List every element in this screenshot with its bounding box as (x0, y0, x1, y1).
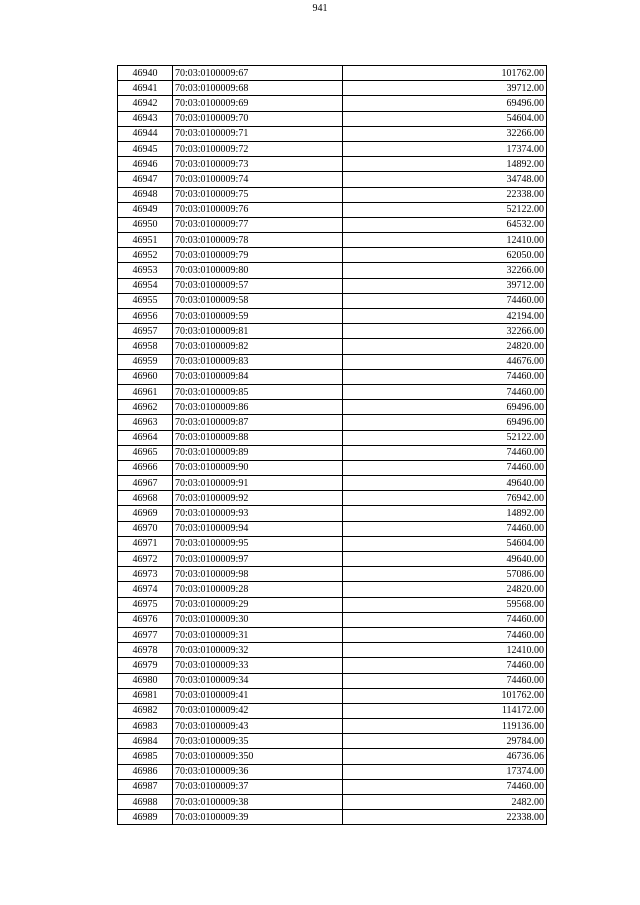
table-row (118, 354, 547, 369)
cadastral-number-cell: 70:03:0100009:33 (173, 658, 343, 673)
cadastral-number-cell: 70:03:0100009:86 (173, 400, 343, 415)
table-row (118, 491, 547, 506)
value-cell: 32266.00 (343, 324, 547, 339)
table-row (118, 764, 547, 779)
value-cell: 74460.00 (343, 293, 547, 308)
value-cell: 39712.00 (343, 278, 547, 293)
table-row (118, 521, 547, 536)
value-cell: 69496.00 (343, 96, 547, 111)
cadastral-number-cell: 70:03:0100009:76 (173, 202, 343, 217)
value-cell: 74460.00 (343, 384, 547, 399)
table-row (118, 369, 547, 384)
row-number-cell: 46976 (118, 612, 173, 627)
table-row (118, 217, 547, 232)
cadastral-number-cell: 70:03:0100009:91 (173, 476, 343, 491)
cadastral-number-cell: 70:03:0100009:73 (173, 157, 343, 172)
row-number-cell: 46969 (118, 506, 173, 521)
value-cell: 54604.00 (343, 536, 547, 551)
cadastral-number-cell: 70:03:0100009:29 (173, 597, 343, 612)
table-row (118, 66, 547, 81)
value-cell: 74460.00 (343, 627, 547, 642)
cadastral-number-cell: 70:03:0100009:89 (173, 445, 343, 460)
table-row (118, 627, 547, 642)
cadastral-number-cell: 70:03:0100009:83 (173, 354, 343, 369)
value-cell: 64532.00 (343, 217, 547, 232)
row-number-cell: 46985 (118, 749, 173, 764)
row-number-cell: 46942 (118, 96, 173, 111)
row-number-cell: 46982 (118, 703, 173, 718)
row-number-cell: 46945 (118, 141, 173, 156)
cadastral-number-cell: 70:03:0100009:34 (173, 673, 343, 688)
table-row (118, 157, 547, 172)
value-cell: 12410.00 (343, 233, 547, 248)
row-number-cell: 46963 (118, 415, 173, 430)
cadastral-number-cell: 70:03:0100009:28 (173, 582, 343, 597)
table-row (118, 309, 547, 324)
table-row (118, 248, 547, 263)
row-number-cell: 46986 (118, 764, 173, 779)
row-number-cell: 46981 (118, 688, 173, 703)
row-number-cell: 46955 (118, 293, 173, 308)
page-number: 941 (312, 3, 328, 14)
row-number-cell: 46944 (118, 126, 173, 141)
table-row (118, 111, 547, 126)
value-cell: 46736.06 (343, 749, 547, 764)
row-number-cell: 46971 (118, 536, 173, 551)
value-cell: 52122.00 (343, 430, 547, 445)
value-cell: 74460.00 (343, 521, 547, 536)
row-number-cell: 46977 (118, 627, 173, 642)
value-cell: 39712.00 (343, 81, 547, 96)
value-cell: 49640.00 (343, 552, 547, 567)
value-cell: 62050.00 (343, 248, 547, 263)
cadastral-number-cell: 70:03:0100009:39 (173, 810, 343, 825)
row-number-cell: 46949 (118, 202, 173, 217)
value-cell: 74460.00 (343, 369, 547, 384)
table-row (118, 749, 547, 764)
table-row (118, 658, 547, 673)
cadastral-number-cell: 70:03:0100009:84 (173, 369, 343, 384)
value-cell: 52122.00 (343, 202, 547, 217)
row-number-cell: 46962 (118, 400, 173, 415)
table-row (118, 460, 547, 475)
table-row (118, 688, 547, 703)
row-number-cell: 46965 (118, 445, 173, 460)
value-cell: 74460.00 (343, 658, 547, 673)
cadastral-number-cell: 70:03:0100009:87 (173, 415, 343, 430)
row-number-cell: 46941 (118, 81, 173, 96)
table-row (118, 384, 547, 399)
cadastral-number-cell: 70:03:0100009:59 (173, 309, 343, 324)
table-row (118, 734, 547, 749)
value-cell: 22338.00 (343, 187, 547, 202)
value-cell: 69496.00 (343, 415, 547, 430)
row-number-cell: 46974 (118, 582, 173, 597)
value-cell: 32266.00 (343, 126, 547, 141)
row-number-cell: 46988 (118, 795, 173, 810)
table-row (118, 202, 547, 217)
cadastral-number-cell: 70:03:0100009:75 (173, 187, 343, 202)
row-number-cell: 46983 (118, 719, 173, 734)
table-row (118, 703, 547, 718)
cadastral-number-cell: 70:03:0100009:79 (173, 248, 343, 263)
value-cell: 74460.00 (343, 445, 547, 460)
cadastral-number-cell: 70:03:0100009:88 (173, 430, 343, 445)
cadastral-number-cell: 70:03:0100009:70 (173, 111, 343, 126)
table-row (118, 582, 547, 597)
row-number-cell: 46966 (118, 460, 173, 475)
value-cell: 2482.00 (343, 795, 547, 810)
table-row (118, 263, 547, 278)
value-cell: 24820.00 (343, 339, 547, 354)
value-cell: 114172.00 (343, 703, 547, 718)
cadastral-number-cell: 70:03:0100009:38 (173, 795, 343, 810)
cadastral-number-cell: 70:03:0100009:57 (173, 278, 343, 293)
value-cell: 34748.00 (343, 172, 547, 187)
table-row (118, 810, 547, 825)
table-row (118, 506, 547, 521)
cadastral-number-cell: 70:03:0100009:98 (173, 567, 343, 582)
cadastral-number-cell: 70:03:0100009:41 (173, 688, 343, 703)
table-row (118, 278, 547, 293)
value-cell: 17374.00 (343, 141, 547, 156)
row-number-cell: 46972 (118, 552, 173, 567)
row-number-cell: 46943 (118, 111, 173, 126)
row-number-cell: 46968 (118, 491, 173, 506)
value-cell: 119136.00 (343, 719, 547, 734)
cadastral-number-cell: 70:03:0100009:43 (173, 719, 343, 734)
table-row (118, 795, 547, 810)
table-row (118, 536, 547, 551)
value-cell: 57086.00 (343, 567, 547, 582)
value-cell: 74460.00 (343, 460, 547, 475)
cadastral-number-cell: 70:03:0100009:92 (173, 491, 343, 506)
value-cell: 74460.00 (343, 612, 547, 627)
table-row (118, 187, 547, 202)
row-number-cell: 46947 (118, 172, 173, 187)
cadastral-number-cell: 70:03:0100009:37 (173, 779, 343, 794)
cadastral-number-cell: 70:03:0100009:71 (173, 126, 343, 141)
value-cell: 74460.00 (343, 779, 547, 794)
cadastral-number-cell: 70:03:0100009:36 (173, 764, 343, 779)
table-row (118, 476, 547, 491)
value-cell: 74460.00 (343, 673, 547, 688)
table-row (118, 673, 547, 688)
value-cell: 49640.00 (343, 476, 547, 491)
value-cell: 24820.00 (343, 582, 547, 597)
row-number-cell: 46960 (118, 369, 173, 384)
cadastral-number-cell: 70:03:0100009:82 (173, 339, 343, 354)
table-row (118, 172, 547, 187)
data-table (117, 65, 547, 825)
value-cell: 101762.00 (343, 66, 547, 81)
row-number-cell: 46954 (118, 278, 173, 293)
value-cell: 44676.00 (343, 354, 547, 369)
table-row (118, 81, 547, 96)
cadastral-number-cell: 70:03:0100009:68 (173, 81, 343, 96)
table-row (118, 445, 547, 460)
table-row (118, 233, 547, 248)
cadastral-number-cell: 70:03:0100009:80 (173, 263, 343, 278)
value-cell: 69496.00 (343, 400, 547, 415)
cadastral-number-cell: 70:03:0100009:85 (173, 384, 343, 399)
table-row (118, 567, 547, 582)
row-number-cell: 46980 (118, 673, 173, 688)
table-row (118, 552, 547, 567)
row-number-cell: 46979 (118, 658, 173, 673)
cadastral-number-cell: 70:03:0100009:78 (173, 233, 343, 248)
cadastral-number-cell: 70:03:0100009:30 (173, 612, 343, 627)
cadastral-number-cell: 70:03:0100009:42 (173, 703, 343, 718)
value-cell: 76942.00 (343, 491, 547, 506)
cadastral-number-cell: 70:03:0100009:31 (173, 627, 343, 642)
cadastral-number-cell: 70:03:0100009:67 (173, 66, 343, 81)
cadastral-number-cell: 70:03:0100009:95 (173, 536, 343, 551)
table-row (118, 612, 547, 627)
cadastral-number-cell: 70:03:0100009:81 (173, 324, 343, 339)
row-number-cell: 46953 (118, 263, 173, 278)
value-cell: 54604.00 (343, 111, 547, 126)
row-number-cell: 46967 (118, 476, 173, 491)
cadastral-number-cell: 70:03:0100009:35 (173, 734, 343, 749)
table-row (118, 719, 547, 734)
row-number-cell: 46952 (118, 248, 173, 263)
table-row (118, 126, 547, 141)
cadastral-number-cell: 70:03:0100009:77 (173, 217, 343, 232)
row-number-cell: 46940 (118, 66, 173, 81)
cadastral-number-cell: 70:03:0100009:93 (173, 506, 343, 521)
table-row (118, 430, 547, 445)
value-cell: 29784.00 (343, 734, 547, 749)
cadastral-number-cell: 70:03:0100009:97 (173, 552, 343, 567)
table-row (118, 779, 547, 794)
row-number-cell: 46987 (118, 779, 173, 794)
cadastral-number-cell: 70:03:0100009:350 (173, 749, 343, 764)
value-cell: 42194.00 (343, 309, 547, 324)
value-cell: 17374.00 (343, 764, 547, 779)
cadastral-number-cell: 70:03:0100009:90 (173, 460, 343, 475)
row-number-cell: 46951 (118, 233, 173, 248)
cadastral-number-cell: 70:03:0100009:69 (173, 96, 343, 111)
value-cell: 12410.00 (343, 643, 547, 658)
row-number-cell: 46950 (118, 217, 173, 232)
row-number-cell: 46984 (118, 734, 173, 749)
value-cell: 59568.00 (343, 597, 547, 612)
row-number-cell: 46964 (118, 430, 173, 445)
cadastral-number-cell: 70:03:0100009:94 (173, 521, 343, 536)
row-number-cell: 46948 (118, 187, 173, 202)
table-row (118, 597, 547, 612)
row-number-cell: 46957 (118, 324, 173, 339)
value-cell: 32266.00 (343, 263, 547, 278)
row-number-cell: 46956 (118, 309, 173, 324)
row-number-cell: 46975 (118, 597, 173, 612)
value-cell: 14892.00 (343, 506, 547, 521)
table-row (118, 141, 547, 156)
cadastral-number-cell: 70:03:0100009:74 (173, 172, 343, 187)
table-row (118, 643, 547, 658)
table-row (118, 293, 547, 308)
table-row (118, 96, 547, 111)
table-row (118, 415, 547, 430)
row-number-cell: 46973 (118, 567, 173, 582)
cadastral-number-cell: 70:03:0100009:72 (173, 141, 343, 156)
value-cell: 101762.00 (343, 688, 547, 703)
row-number-cell: 46970 (118, 521, 173, 536)
row-number-cell: 46958 (118, 339, 173, 354)
value-cell: 14892.00 (343, 157, 547, 172)
row-number-cell: 46959 (118, 354, 173, 369)
table-row (118, 339, 547, 354)
cadastral-number-cell: 70:03:0100009:58 (173, 293, 343, 308)
table-row (118, 324, 547, 339)
table-row (118, 400, 547, 415)
table-body (118, 66, 547, 825)
row-number-cell: 46989 (118, 810, 173, 825)
cadastral-number-cell: 70:03:0100009:32 (173, 643, 343, 658)
value-cell: 22338.00 (343, 810, 547, 825)
row-number-cell: 46946 (118, 157, 173, 172)
row-number-cell: 46978 (118, 643, 173, 658)
row-number-cell: 46961 (118, 384, 173, 399)
